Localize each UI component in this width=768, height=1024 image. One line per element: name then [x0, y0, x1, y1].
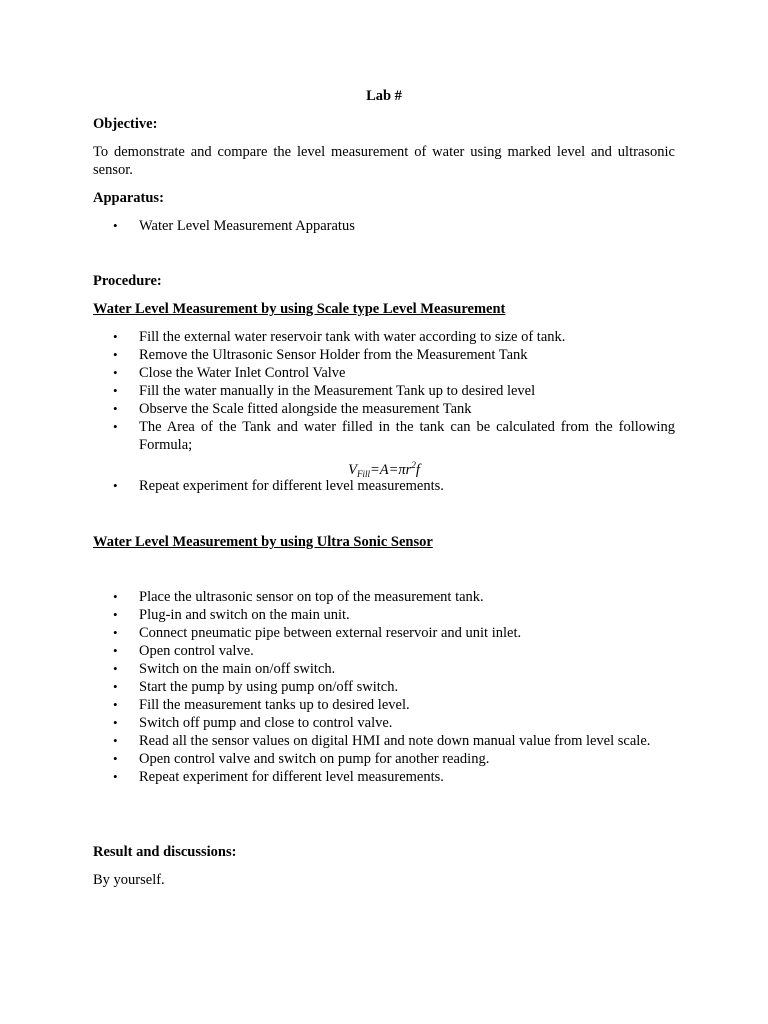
- list-item-text: Remove the Ultrasonic Sensor Holder from the Measurement Tank: [139, 347, 528, 363]
- list-item: [93, 624, 675, 642]
- list-item: [93, 750, 675, 768]
- list-item-text: Connect pneumatic pipe between external reservoir and unit inlet.: [139, 625, 522, 641]
- bullet-icon: •: [113, 419, 118, 434]
- result-heading: Result and discussions:: [93, 844, 237, 860]
- bullet-icon: •: [113, 643, 118, 658]
- formula-mid: =A=πr: [369, 462, 412, 478]
- formula-subscript: Fill: [356, 469, 370, 479]
- list-item-text: Observe the Scale fitted alongside the measurement Tank: [139, 401, 472, 417]
- list-item: [93, 328, 675, 346]
- section2-heading: Water Level Measurement by using Ultra Sonic Sensor: [93, 534, 433, 550]
- list-item-text: Open control valve and switch on pump for another reading.: [139, 751, 490, 767]
- list-item-text: Repeat experiment for different level measurements.: [139, 769, 444, 785]
- list-item-text: Place the ultrasonic sensor on top of the measurement tank.: [139, 589, 484, 605]
- apparatus-list: [93, 217, 675, 235]
- bullet-icon: •: [113, 715, 118, 730]
- list-item: [93, 588, 675, 606]
- bullet-icon: •: [113, 697, 118, 712]
- bullet-icon: •: [113, 751, 118, 766]
- procedure-heading: Procedure:: [93, 273, 162, 289]
- apparatus-heading: Apparatus:: [93, 190, 164, 206]
- objective-heading: Objective:: [93, 116, 158, 132]
- list-item: [93, 696, 675, 714]
- bullet-icon: •: [113, 401, 118, 416]
- list-item-text: Water Level Measurement Apparatus: [139, 218, 355, 234]
- bullet-icon: •: [113, 733, 118, 748]
- list-item: [93, 418, 675, 454]
- list-item: [93, 364, 675, 382]
- formula-end: f: [415, 462, 420, 478]
- bullet-icon: •: [113, 329, 118, 344]
- formula-superscript: 2: [411, 460, 416, 470]
- list-item: [93, 477, 675, 495]
- list-item: [93, 660, 675, 678]
- list-item-text: Close the Water Inlet Control Valve: [139, 365, 346, 381]
- list-item-text: Fill the water manually in the Measurement Tank up to desired level: [139, 383, 536, 399]
- list-item: [93, 400, 675, 418]
- list-item: [93, 642, 675, 660]
- list-item: [93, 382, 675, 400]
- list-item-text: Switch on the main on/off switch.: [139, 661, 336, 677]
- list-item-text: Start the pump by using pump on/off switch.: [139, 679, 399, 695]
- list-item: [93, 768, 675, 786]
- bullet-icon: •: [113, 589, 118, 604]
- list-item: [93, 217, 675, 235]
- list-item: [93, 678, 675, 696]
- list-item-text: Open control valve.: [139, 643, 254, 659]
- bullet-icon: •: [113, 607, 118, 622]
- list-item-text: Repeat experiment for different level measurements.: [139, 478, 444, 494]
- section2-list: [93, 588, 675, 786]
- list-item-text: Switch off pump and close to control valve.: [139, 715, 393, 731]
- list-item-text: The Area of the Tank and water filled in the tank can be calculated from the following Formula;: [139, 419, 675, 453]
- result-text: By yourself.: [93, 872, 165, 888]
- bullet-icon: •: [113, 347, 118, 362]
- bullet-icon: •: [113, 661, 118, 676]
- bullet-icon: •: [113, 625, 118, 640]
- list-item-text: Fill the measurement tanks up to desired level.: [139, 697, 410, 713]
- objective-text: To demonstrate and compare the level measurement of water using marked level and ultrasonic sensor.: [93, 144, 675, 178]
- bullet-icon: •: [113, 383, 118, 398]
- bullet-icon: •: [113, 478, 118, 493]
- list-item: [93, 606, 675, 624]
- bullet-icon: •: [113, 365, 118, 380]
- list-item-text: Plug-in and switch on the main unit.: [139, 607, 350, 623]
- list-item: [93, 714, 675, 732]
- list-item: [93, 346, 675, 364]
- list-item-text: Fill the external water reservoir tank with water according to size of tank.: [139, 329, 566, 345]
- page-title: Lab #: [366, 88, 402, 104]
- section1-list: [93, 328, 675, 454]
- bullet-icon: •: [113, 679, 118, 694]
- section1-list-continued: [93, 477, 675, 495]
- list-item-text: Read all the sensor values on digital HMI and note down manual value from level scale.: [139, 733, 651, 749]
- section1-heading: Water Level Measurement by using Scale type Level Measurement: [93, 301, 506, 317]
- bullet-icon: •: [113, 769, 118, 784]
- list-item: [93, 732, 675, 750]
- bullet-icon: •: [113, 218, 118, 233]
- formula-v: V: [348, 462, 357, 478]
